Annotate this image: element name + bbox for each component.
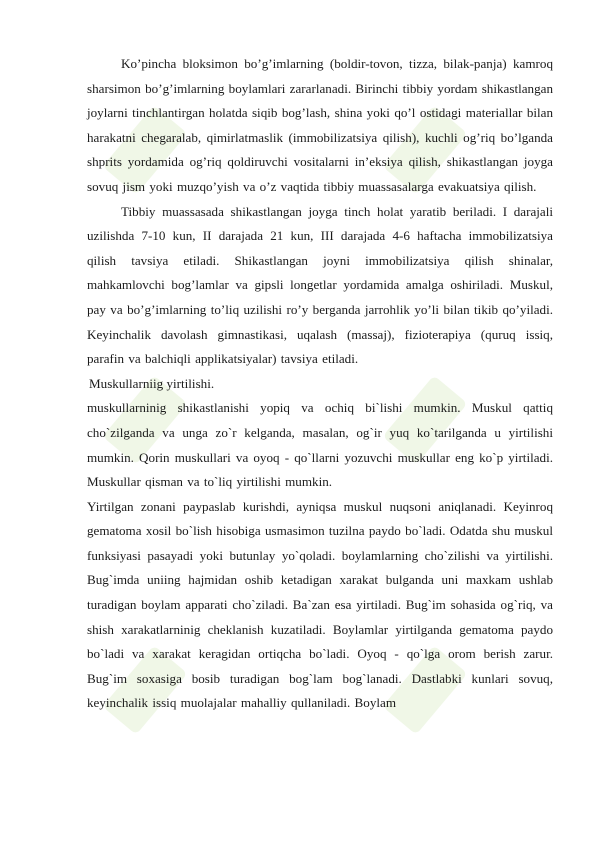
paragraph-tear-zone: Yirtilgan zonani paypaslab kurishdi, ayniqsa muskul nuqsoni aniqlanadi. Keyinroq gematoma xosil bo`lish hisobiga usmasimon tuzilna paydo bo`ladi. Odatda shu muskul funksiyasi pasayadi yoki butunlay yo`qoladi. boylamlarning cho`zilishi va yirtilishi. Bug`imda uniing hajmidan oshib ketadigan xarakat bulganda uni maxkam ushlab turadigan boylam apparati cho`ziladi. Ba`zan esa yirtiladi. Bug`im sohasida og`riq, va shish xarakatlarninig cheklanish kuzatiladi. Boylamlar yirtilganda gematoma paydo bo`ladi va xarakat keragidan ortiqcha bo`ladi. Oyoq - qo`lga orom berish zarur. Bug`im soxasiga bosib turadigan bog`lam bog`lanadi. Dastlabki kunlari sovuq, keyinchalik issiq muolajalar mahalliy qullaniladi. Boylam xyxy=(87,498,553,711)
document-body xyxy=(87,52,553,716)
paragraph-treatment: Tibbiy muassasada shikastlangan joyga tinch holat yaratib beriladi. I darajali uzilishda 7-10 kun, II darajada 21 kun, III darajada 4-6 haftacha immobilizatsiya qilish tavsiya etiladi. Shikastlangan joyni immobilizatsiya qilish shinalar, mahkamlovchi bog’lamlar va gipsli longetlar yordamida amalga oshiriladi. Muskul, pay va bo’g’imlarning to’liq uzilishi ro’y berganda jarrohlik yo’li bilan tikib qo’yiladi. Keyinchalik davolash gimnastikasi, uqalash (massaj), fizioterapiya (quruq issiq, parafin va balchiqli applikatsiyalar) tavsiya etiladi. xyxy=(87,203,553,367)
paragraph-muscle-injury: muskullarninig shikastlanishi yopiq va ochiq bi`lishi mumkin. Muskul qattiq cho`zilganda va unga zo`r kelganda, masalan, og`ir yuq ko`tarilganda u yirtilishi mumkin. Qorin muskullari va oyoq - qo`llarni yozuvchi muskullar eng ko`p yirtiladi. Muskullar qisman va to`liq yirtilishi mumkin. xyxy=(87,400,553,490)
section-heading: Muskullarniig yirtilishi. xyxy=(89,375,215,391)
paragraph-first-aid: Ko’pincha bloksimon bo’g’imlarning (boldir-tovon, tizza, bilak-panja) kamroq sharsimon bo’g’imlarning boylamlari zararlanadi. Birinchi tibbiy yordam shikastlangan joylarni tinchlantirgan holatda siqib bog’lash, shina yoki qo’l ostidagi materiallar bilan harakatni chegaralab, qimirlatmaslik (immobilizatsiya qilish), kuchli og’riq bo’lganda shprits yordamida og’riq qoldiruvchi vositalarni in’eksiya qilish, shikastlangan joyga sovuq jism yoki muzqo’yish va o’z vaqtida tibbiy muassasalarga evakuatsiya qilish. xyxy=(87,56,553,194)
